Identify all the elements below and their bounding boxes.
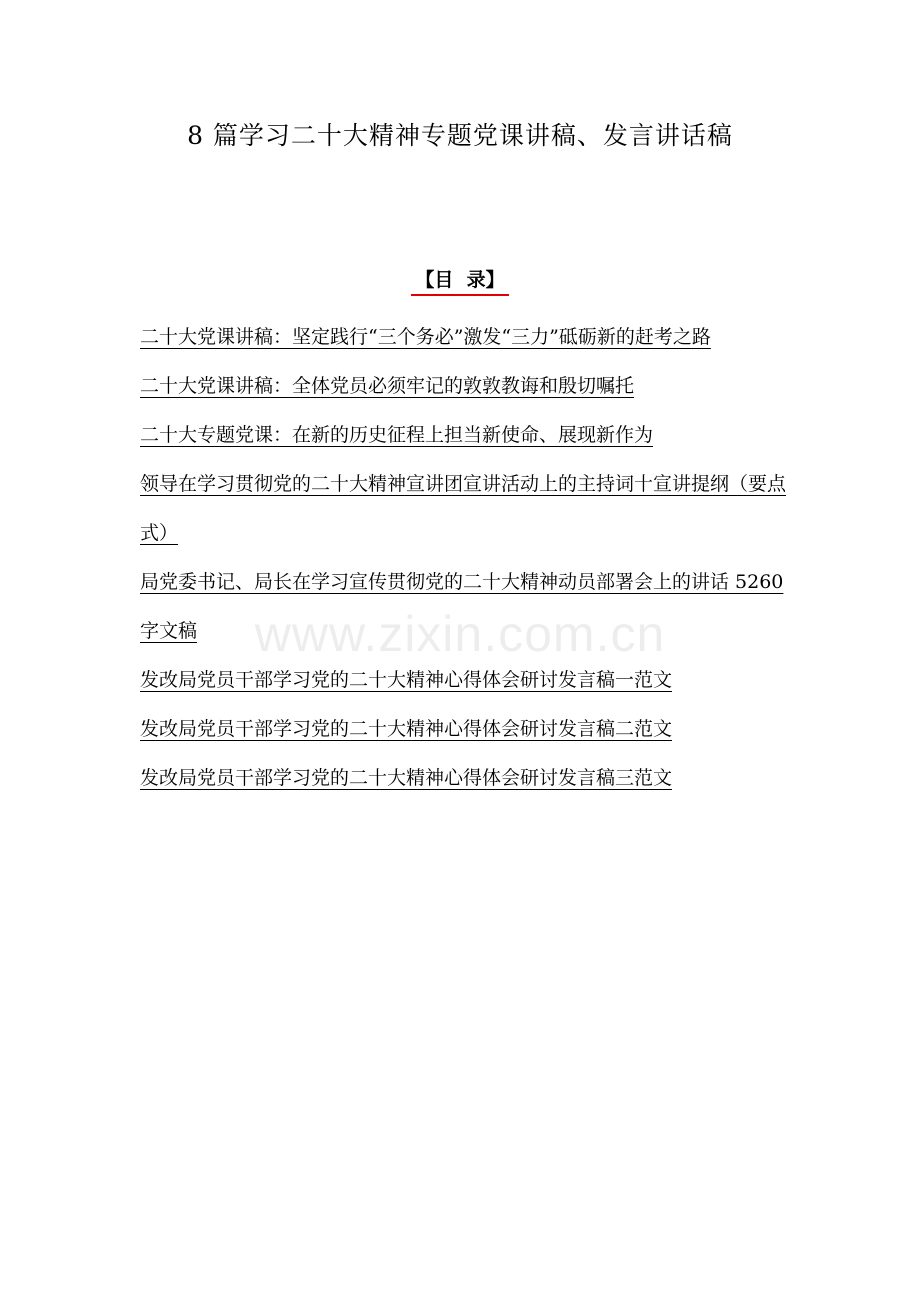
toc-item[interactable] (140, 558, 790, 656)
toc-link[interactable]: 发改局党员干部学习党的二十大精神心得体会研讨发言稿二范文 (140, 718, 673, 740)
toc-link[interactable]: 二十大专题党课：在新的历史征程上担当新使命、展现新作为 (140, 424, 654, 446)
document-title: 8 篇学习二十大精神专题党课讲稿、发言讲话稿 (187, 121, 733, 150)
toc-link[interactable]: 二十大党课讲稿：坚定践行“三个务必”激发“三力”砥砺新的赶考之路 (140, 326, 711, 348)
toc-link[interactable]: 领导在学习贯彻党的二十大精神宣讲团宣讲活动上的主持词十宣讲提纲（要点式） (140, 473, 787, 544)
toc-heading: 【目 录】 (411, 266, 508, 296)
toc-item[interactable] (140, 362, 790, 411)
toc-heading-container (0, 266, 920, 296)
watermark: www.zixin.com.cn (254, 606, 666, 662)
toc-item[interactable] (140, 705, 790, 754)
toc-link[interactable]: 发改局党员干部学习党的二十大精神心得体会研讨发言稿一范文 (140, 669, 673, 691)
toc-item[interactable] (140, 460, 790, 558)
toc-item[interactable] (140, 313, 790, 362)
toc-link[interactable]: 局党委书记、局长在学习宣传贯彻党的二十大精神动员部署会上的讲话 5260 字文稿 (140, 571, 784, 642)
toc-link[interactable]: 二十大党课讲稿：全体党员必须牢记的敦敦教诲和殷切嘱托 (140, 375, 635, 397)
toc-item[interactable] (140, 656, 790, 705)
toc-item[interactable] (140, 754, 790, 803)
table-of-contents (140, 313, 790, 803)
toc-item[interactable] (140, 411, 790, 460)
toc-link[interactable]: 发改局党员干部学习党的二十大精神心得体会研讨发言稿三范文 (140, 767, 673, 789)
